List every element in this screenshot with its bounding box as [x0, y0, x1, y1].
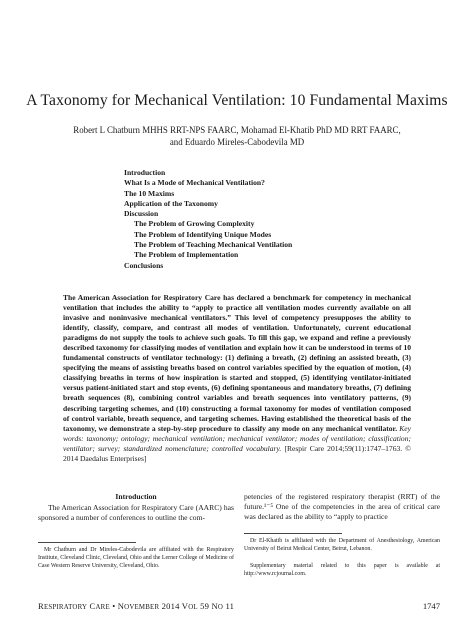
- toc-entry: The 10 Maxims: [124, 188, 175, 198]
- footnote-divider-right: [244, 533, 342, 534]
- abstract: [63, 293, 411, 464]
- toc-entry: The Problem of Identifying Unique Modes: [134, 229, 272, 239]
- footnote-divider-left: [38, 542, 136, 543]
- page-number: 1747: [422, 601, 440, 611]
- toc-entry: The Problem of Teaching Mechanical Ventilation: [134, 240, 293, 250]
- section-heading-introduction: Introduction: [115, 492, 157, 501]
- toc-entry: The Problem of Growing Complexity: [134, 219, 255, 229]
- footnote-affiliation-right: Dr El-Khatib is affiliated with the Department of Anesthesiology, American University of Beirut Medical Center, Beirut, Lebanon.: [244, 538, 440, 553]
- toc-entry: Conclusions: [124, 260, 164, 270]
- toc-entry: The Problem of Implementation: [134, 250, 239, 260]
- abstract-keywords: Key words: taxonomy; ontology; mechanical ventilation; mechanical ventilator; modes of ventilation; classification; ventilator; survey; standardized nomenclature; controlled vocabulary.: [63, 423, 411, 453]
- authors-line-1: Robert L Chatburn MHHS RRT-NPS FAARC, Mohamad El-Khatib PhD MD RRT FAARC,: [73, 125, 401, 135]
- toc-entry: Discussion: [124, 209, 159, 219]
- abstract-body: The American Association for Respiratory Care has declared a benchmark for competency in mechanical ventilation that includes the ability to “apply to practice all ventilation modes currently available on all invasive and noninvasive mechanical ventilators.” This level of competency presupposes the ability to identify, classify, compare, and contrast all modes of ventilation. Unfortunately, current educational paradigms do not supply the tools to achieve such goals. To fill this gap, we expand and refine a previously described taxonomy for classifying modes of ventilation and explain how it can be understood in terms of 10 fundamental constructs of ventilator technology: (1) defining a breath, (2) defining an assisted breath, (3) specifying the means of assisting breaths based on control variables specified by the equation of motion, (4) classifying breaths in terms of how inspiration is started and stopped, (5) identifying ventilator-initiated versus patient-initiated start and stop events, (6) defining spontaneous and mandatory breaths, (7) defining breath sequences (8), combining control variables and breath sequences into ventilatory patterns, (9) describing targeting schemes, and (10) constructing a formal taxonomy for modes of ventilation composed of control variable, breath sequence, and targeting schemes. Having established the theoretical basis of the taxonomy, we demonstrate a step-by-step procedure to classify any mode on any mechanical ventilator.: [63, 293, 411, 433]
- footnote-affiliation-left: Mr Chatburn and Dr Mireles-Cabodevila are affiliated with the Respiratory Institute, Cleveland Clinic, Cleveland, Ohio and the Lerner College of Medicine of Case Western Reserve University, Cleveland, Ohio.: [38, 547, 234, 570]
- footnote-supplementary: Supplementary material related to this paper is available at http://www.rcjournal.com.: [244, 563, 440, 578]
- toc-entry: What Is a Mode of Mechanical Ventilation?: [124, 178, 265, 188]
- toc-entry: Application of the Taxonomy: [124, 198, 218, 208]
- footer-journal-citation: RESPIRATORY CARE • NOVEMBER 2014 VOL 59 NO 11: [38, 601, 235, 611]
- abstract-citation: [Respir Care 2014;59(11):1747–1763. © 2014 Daedalus Enterprises]: [63, 443, 412, 463]
- right-column-paragraph: petencies of the registered respiratory therapist (RRT) of the future.¹⁻⁵ One of the competencies in the area of critical care was declared as the ability to “apply to practice: [244, 492, 440, 522]
- article-title: A Taxonomy for Mechanical Ventilation: 10 Fundamental Maxims: [26, 92, 448, 109]
- intro-paragraph: The American Association for Respiratory Care (AARC) has sponsored a number of conferences to outline the com-: [38, 503, 234, 523]
- authors-line-2: and Eduardo Mireles-Cabodevila MD: [169, 137, 305, 147]
- toc-entry: Introduction: [124, 168, 166, 177]
- table-of-contents: [124, 168, 292, 271]
